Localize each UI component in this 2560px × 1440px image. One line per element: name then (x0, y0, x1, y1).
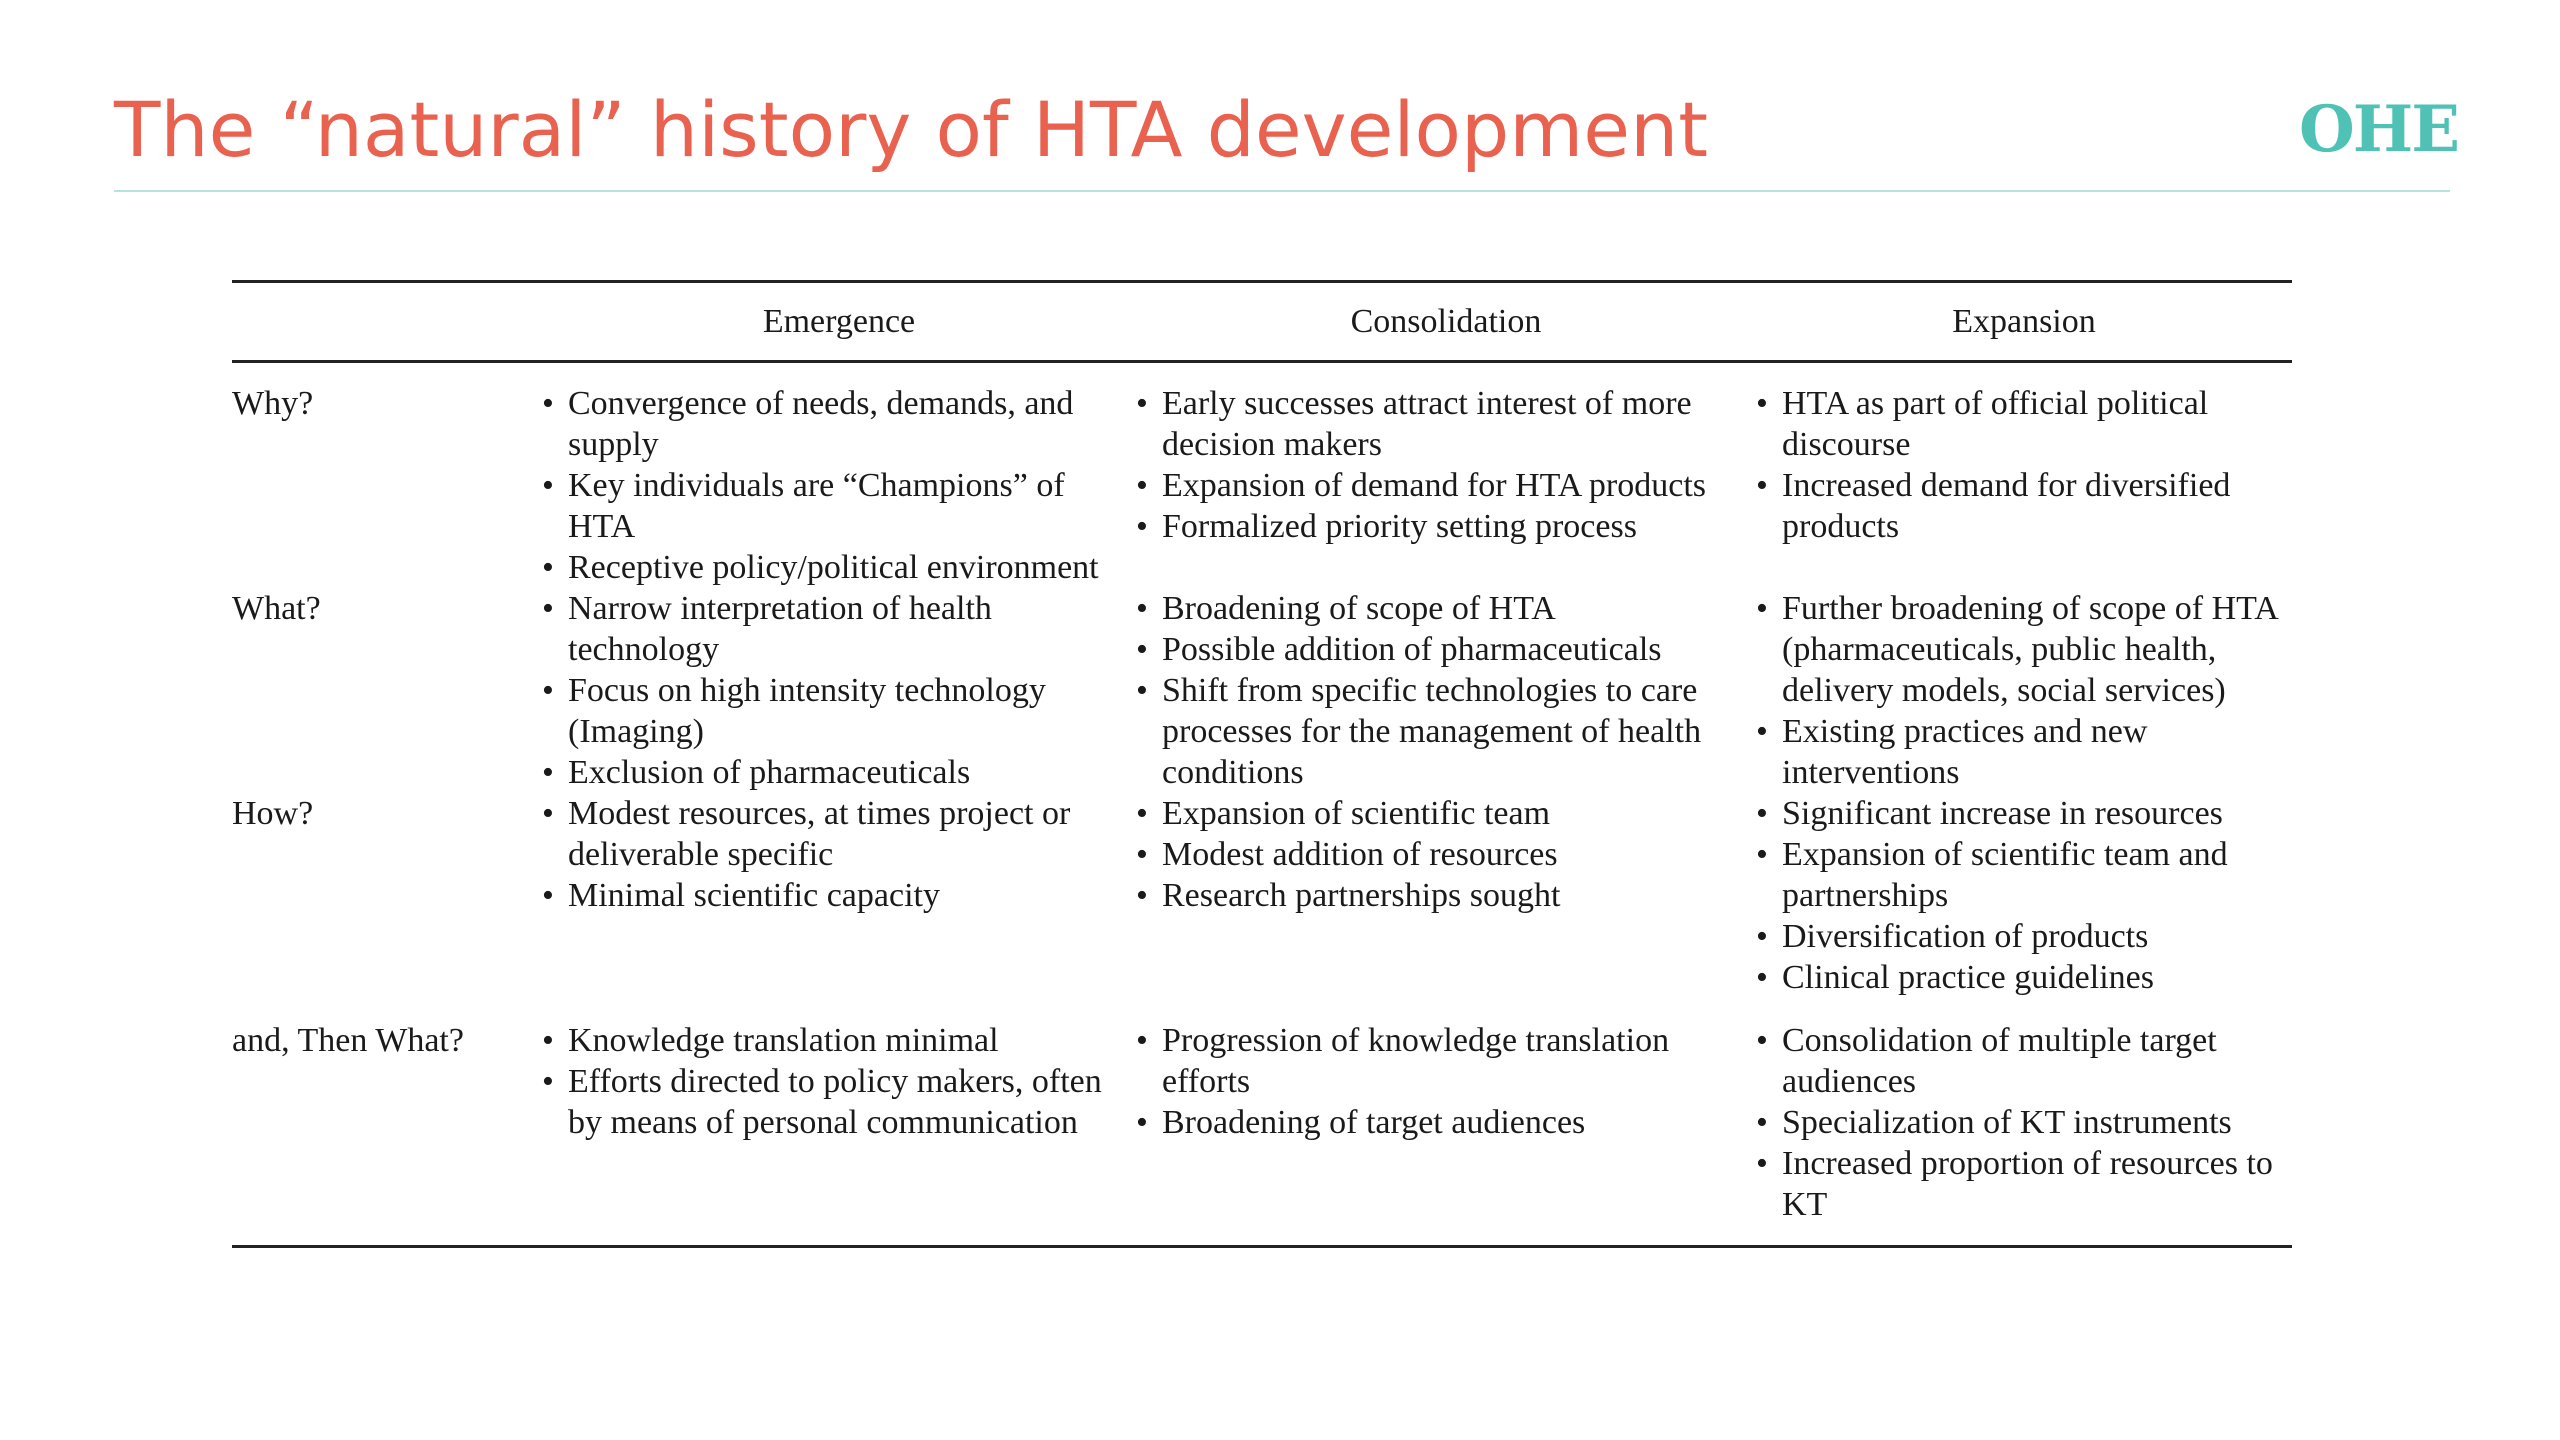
cell-why-expansion (1756, 362, 2292, 589)
bullet-item: • Expansion of scientific team and partnerships (1756, 834, 2292, 916)
bullet-item: • Modest addition of resources (1136, 834, 1756, 875)
row-label-then-what: and, Then What? (232, 1022, 464, 1059)
bullet-item: • Consolidation of multiple target audiences (1756, 1020, 2292, 1102)
bullet-item: • Existing practices and new interventions (1756, 711, 2292, 793)
bullet-list (1756, 588, 2292, 793)
table-header-row (232, 282, 2292, 362)
cell-why-consolidation (1136, 362, 1756, 589)
bullet-list (1756, 793, 2292, 998)
cell-how-expansion (1756, 793, 2292, 998)
bullet-item: • Expansion of scientific team (1136, 793, 1756, 834)
bullet-item: • Further broadening of scope of HTA (pharmaceuticals, public health, delivery models, social services) (1756, 588, 2292, 711)
cell-then-emergence (542, 998, 1136, 1247)
table-row-then-what (232, 998, 2292, 1247)
cell-then-expansion (1756, 998, 2292, 1247)
bullet-list (1136, 1020, 1756, 1143)
bullet-list (1756, 383, 2292, 547)
bullet-item: • Modest resources, at times project or deliverable specific (542, 793, 1136, 875)
bullet-item: • Clinical practice guidelines (1756, 957, 2292, 998)
bullet-item: • Shift from specific technologies to care processes for the management of health conditions (1136, 670, 1756, 793)
ohe-logo: OHE (2299, 92, 2458, 167)
bullet-item: • Broadening of scope of HTA (1136, 588, 1756, 629)
bullet-item: • Efforts directed to policy makers, often by means of personal communication (542, 1061, 1136, 1143)
bullet-item: • Specialization of KT instruments (1756, 1102, 2292, 1143)
bullet-item: • Expansion of demand for HTA products (1136, 465, 1756, 506)
row-label-why: Why? (232, 385, 314, 422)
slide-title: The “natural” history of HTA development (114, 85, 1709, 174)
bullet-item: • Knowledge translation minimal (542, 1020, 1136, 1061)
header-expansion: Expansion (1952, 303, 2096, 340)
bullet-item: • Significant increase in resources (1756, 793, 2292, 834)
hta-history-table (232, 280, 2292, 1248)
header-consolidation: Consolidation (1350, 303, 1542, 340)
bullet-item: • Minimal scientific capacity (542, 875, 1136, 916)
bullet-item: • Convergence of needs, demands, and supply (542, 383, 1136, 465)
bullet-list (1136, 793, 1756, 916)
bullet-list (1136, 588, 1756, 793)
cell-why-emergence (542, 362, 1136, 589)
bullet-item: • Increased proportion of resources to KT (1756, 1143, 2292, 1225)
bullet-item: • Exclusion of pharmaceuticals (542, 752, 1136, 793)
bullet-item: • HTA as part of official political discourse (1756, 383, 2292, 465)
bullet-list (542, 1020, 1136, 1143)
cell-what-consolidation (1136, 588, 1756, 793)
table-row-how (232, 793, 2292, 998)
bullet-item: • Narrow interpretation of health technology (542, 588, 1136, 670)
bullet-item: • Formalized priority setting process (1136, 506, 1756, 547)
bullet-list (542, 793, 1136, 916)
bullet-list (1756, 1020, 2292, 1225)
cell-then-consolidation (1136, 998, 1756, 1247)
bullet-list (542, 383, 1136, 588)
bullet-item: • Increased demand for diversified products (1756, 465, 2292, 547)
header-emergence: Emergence (762, 303, 916, 340)
bullet-item: • Receptive policy/political environment (542, 547, 1136, 588)
title-divider (114, 190, 2450, 192)
bullet-item: • Diversification of products (1756, 916, 2292, 957)
bullet-item: • Research partnerships sought (1136, 875, 1756, 916)
row-label-how: How? (232, 795, 314, 832)
bullet-item: • Progression of knowledge translation efforts (1136, 1020, 1756, 1102)
cell-how-emergence (542, 793, 1136, 998)
bullet-list (542, 588, 1136, 793)
bullet-item: • Broadening of target audiences (1136, 1102, 1756, 1143)
header-label-column (232, 282, 542, 362)
cell-what-expansion (1756, 588, 2292, 793)
bullet-item: • Focus on high intensity technology (Imaging) (542, 670, 1136, 752)
table-row-what (232, 588, 2292, 793)
cell-what-emergence (542, 588, 1136, 793)
bullet-item: • Key individuals are “Champions” of HTA (542, 465, 1136, 547)
bullet-item: • Possible addition of pharmaceuticals (1136, 629, 1756, 670)
hta-history-table-container (232, 280, 2292, 1248)
bullet-item: • Early successes attract interest of more decision makers (1136, 383, 1756, 465)
bullet-list (1136, 383, 1756, 547)
row-label-what: What? (232, 590, 321, 627)
cell-how-consolidation (1136, 793, 1756, 998)
table-row-why (232, 362, 2292, 589)
